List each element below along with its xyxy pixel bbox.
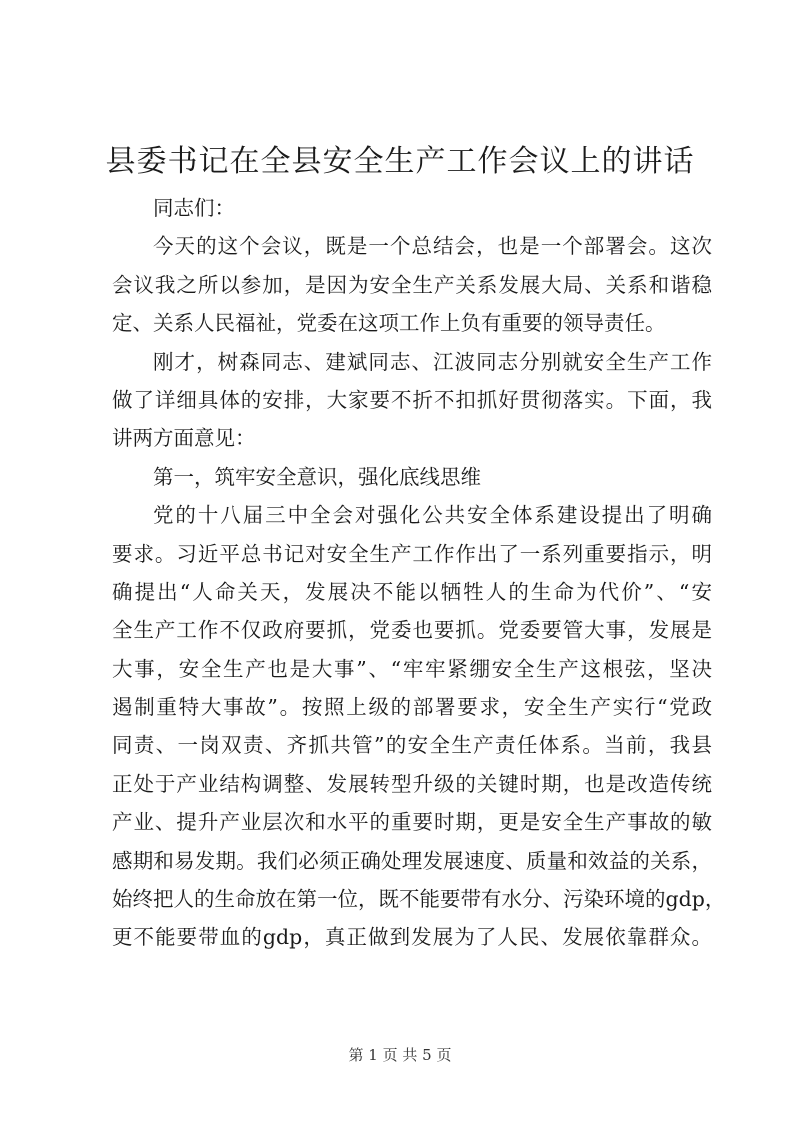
- text-line: 感期和易发期。我们必须正确处理发展速度、质量和效益的关系，: [112, 848, 712, 873]
- text-line: 刚才，树森同志、建斌同志、江波同志分别就安全生产工作: [153, 349, 712, 374]
- document-title: 县委书记在全县安全生产工作会议上的讲话: [105, 144, 695, 179]
- page-number-footer: 第 1 页 共 5 页: [348, 1046, 452, 1064]
- text-line: 今天的这个会议，既是一个总结会，也是一个部署会。这次: [153, 234, 712, 259]
- text-line: 确提出“人命关天，发展决不能以牺牲人的生命为代价”、“安: [112, 579, 712, 604]
- text-line: 会议我之所以参加，是因为安全生产关系发展大局、关系和谐稳: [112, 272, 712, 297]
- text-line: 正处于产业结构调整、发展转型升级的关键时期，也是改造传统: [112, 771, 712, 796]
- text-line: 产业、提升产业层次和水平的重要时期，更是安全生产事故的敏: [112, 810, 712, 835]
- text-line: 遏制重特大事故”。按照上级的部署要求，安全生产实行“党政: [112, 695, 712, 720]
- text-line: 同责、一岗双责、齐抓共管”的安全生产责任体系。当前，我县: [112, 733, 712, 758]
- text-line: 定、关系人民福祉，党委在这项工作上负有重要的领导责任。: [112, 311, 666, 336]
- text-line: 做了详细具体的安排，大家要不折不扣抓好贯彻落实。下面，我: [112, 387, 712, 412]
- text-line: 更不能要带血的gdp，真正做到发展为了人民、发展依靠群众。: [112, 925, 712, 950]
- text-line: 大事，安全生产也是大事”、“牢牢紧绷安全生产这根弦，坚决: [112, 656, 712, 681]
- text-line: 全生产工作不仅政府要抓，党委也要抓。党委要管大事，发展是: [112, 618, 712, 643]
- text-line: 同志们：: [153, 196, 235, 220]
- text-line: 党的十八届三中全会对强化公共安全体系建设提出了明确: [153, 503, 712, 528]
- text-line: 讲两方面意见：: [112, 426, 256, 451]
- text-line: 要求。习近平总书记对安全生产工作作出了一系列重要指示，明: [112, 541, 712, 566]
- section-heading-line: 第一，筑牢安全意识，强化底线思维: [153, 464, 481, 489]
- text-line: 始终把人的生命放在第一位，既不能要带有水分、污染环境的gdp，: [112, 887, 726, 912]
- document-body: [112, 189, 726, 957]
